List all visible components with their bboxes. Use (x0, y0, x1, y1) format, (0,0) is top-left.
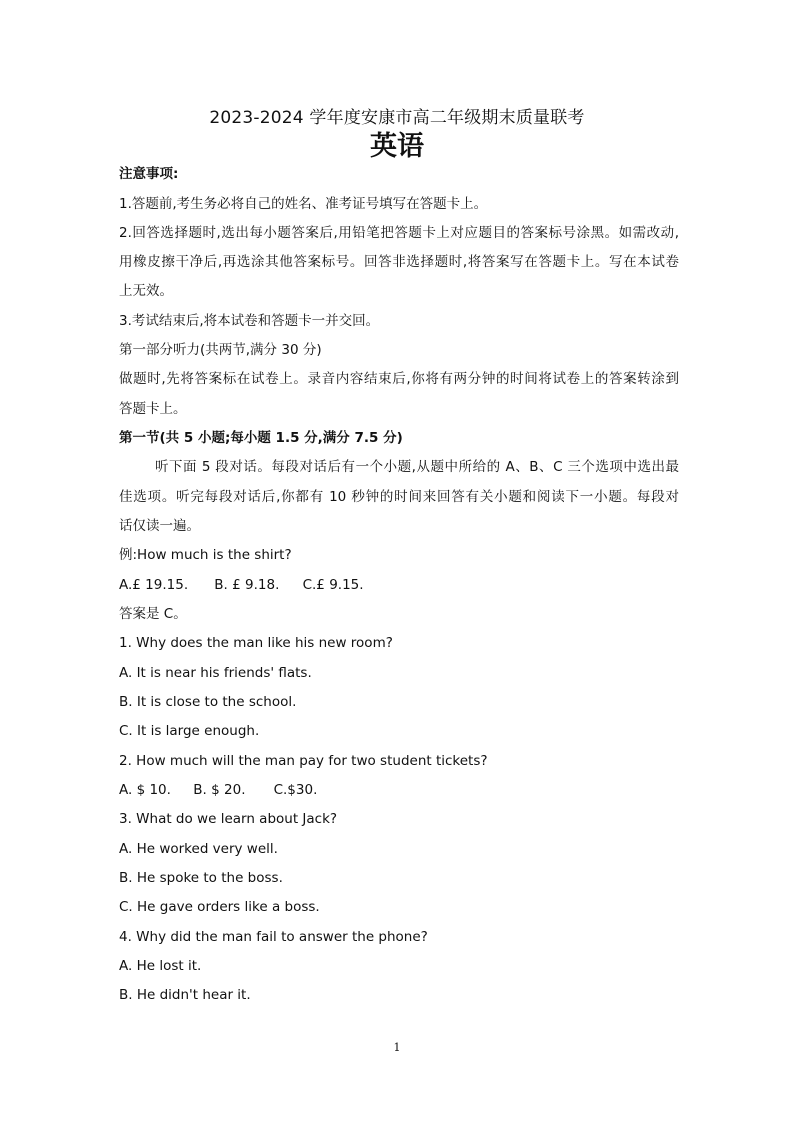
question-1: 1. Why does the man like his new room? (119, 635, 393, 651)
exam-title: 2023-2024 学年度安康市高二年级期末质量联考 (209, 108, 585, 128)
example-option-b: B. £ 9.18. (214, 577, 280, 593)
page-number: 1 (393, 1041, 401, 1054)
question-2-option-b: B. $ 20. (193, 782, 246, 798)
notes-item-2-line-2: 用橡皮擦干净后,再选涂其他答案标号。回答非选择题时,将答案写在答题卡上。写在本试卷 (119, 254, 679, 270)
question-2-option-c: C.$30. (273, 782, 318, 798)
notes-heading: 注意事项: (119, 166, 179, 182)
question-3-option-c: C. He gave orders like a boss. (119, 899, 320, 915)
question-4-option-b: B. He didn't hear it. (119, 987, 251, 1003)
question-3: 3. What do we learn about Jack? (119, 811, 338, 827)
example-answer: 答案是 C。 (119, 606, 187, 622)
notes-item-3: 3.考试结束后,将本试卷和答题卡一并交回。 (119, 313, 380, 329)
question-3-option-b: B. He spoke to the boss. (119, 870, 283, 886)
example-option-c: C.£ 9.15. (302, 577, 364, 593)
part1-intro-line-2: 答题卡上。 (119, 401, 187, 417)
question-1-option-c: C. It is large enough. (119, 723, 260, 739)
subject-title: 英语 (370, 131, 424, 162)
question-1-option-a: A. It is near his friends' flats. (119, 665, 312, 681)
notes-item-2-line-3: 上无效。 (119, 283, 173, 299)
section1-instructions-line-1: 听下面 5 段对话。每段对话后有一个小题,从题中所给的 A、B、C 三个选项中选出最 (155, 459, 679, 475)
section1-instructions-line-3: 话仅读一遍。 (119, 518, 200, 534)
part1-intro-line-1: 做题时,先将答案标在试卷上。录音内容结束后,你将有两分钟的时间将试卷上的答案转涂到 (119, 371, 679, 387)
question-4-option-a: A. He lost it. (119, 958, 202, 974)
section1-instructions-line-2: 佳选项。听完每段对话后,你都有 10 秒钟的时间来回答有关小题和阅读下一小题。每段对 (119, 489, 679, 505)
question-2-option-a: A. $ 10. (119, 782, 171, 798)
example-option-a: A.£ 19.15. (119, 577, 189, 593)
example-options (119, 576, 679, 594)
question-2-options (119, 781, 679, 799)
part1-heading: 第一部分听力(共两节,满分 30 分) (119, 342, 322, 358)
question-3-option-a: A. He worked very well. (119, 841, 278, 857)
notes-item-2-line-1: 2.回答选择题时,选出每小题答案后,用铅笔把答题卡上对应题目的答案标号涂黑。如需改动, (119, 225, 679, 241)
question-4: 4. Why did the man fail to answer the phone? (119, 929, 428, 945)
question-1-option-b: B. It is close to the school. (119, 694, 297, 710)
section1-heading: 第一节(共 5 小题;每小题 1.5 分,满分 7.5 分) (119, 430, 403, 446)
example-question: 例:How much is the shirt? (119, 547, 292, 563)
notes-item-1: 1.答题前,考生务必将自己的姓名、准考证号填写在答题卡上。 (119, 196, 488, 212)
question-2: 2. How much will the man pay for two student tickets? (119, 753, 488, 769)
